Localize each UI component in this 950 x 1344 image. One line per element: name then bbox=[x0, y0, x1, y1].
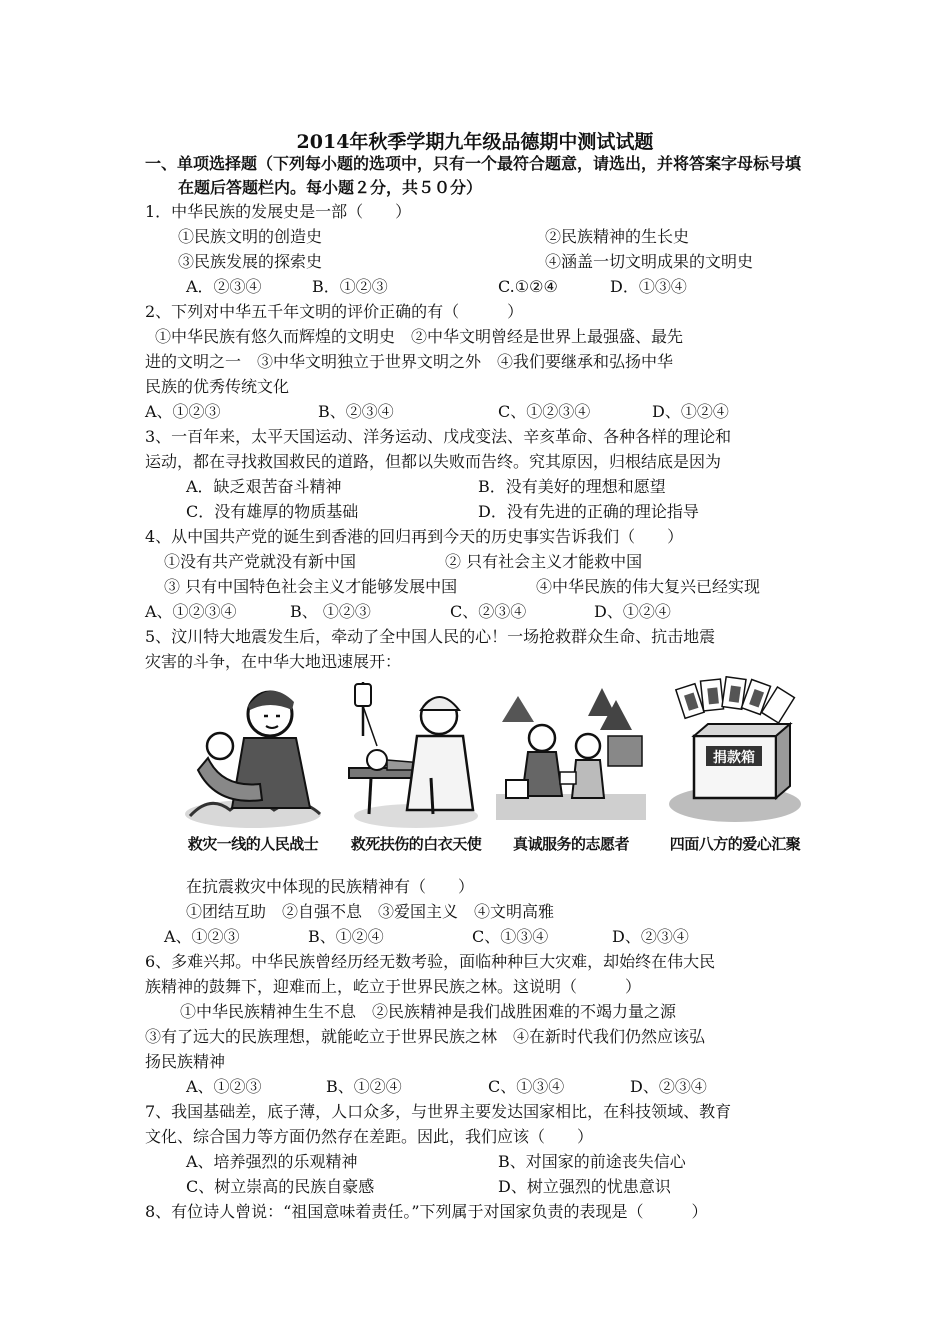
q2-stem: 2、下列对中华五千年文明的评价正确的有（ ） bbox=[145, 302, 524, 321]
q2-option-d: D、①②④ bbox=[652, 402, 729, 421]
q4-item-1: ①没有共产党就没有新中国 bbox=[164, 552, 357, 571]
q2-text-line3: 民族的优秀传统文化 bbox=[145, 377, 290, 396]
donation-illustration bbox=[660, 676, 810, 866]
donation-box-drawing bbox=[660, 676, 810, 836]
q4-option-a: A、①②③④ bbox=[145, 602, 237, 621]
q3-option-b: B．没有美好的理想和愿望 bbox=[478, 477, 666, 496]
q1-item-1: ①民族文明的创造史 bbox=[178, 227, 323, 246]
q4-option-c: C、②③④ bbox=[450, 602, 527, 621]
q7-text-line2: 文化、综合国力等方面仍然存在差距。因此，我们应该（ ） bbox=[145, 1127, 594, 1146]
medic-drawing bbox=[341, 676, 491, 836]
q7-option-d: D、树立强烈的忧患意识 bbox=[498, 1177, 671, 1196]
q1-option-a: A．②③④ bbox=[186, 277, 262, 296]
q6-text-line3: ①中华民族精神生生不息 ②民族精神是我们战胜困难的不竭力量之源 bbox=[164, 1002, 677, 1021]
q2-text-line2: 进的文明之一 ③中华文明独立于世界文明之外 ④我们要继承和弘扬中华 bbox=[145, 352, 674, 371]
q6-option-c: C、①③④ bbox=[488, 1077, 565, 1096]
q3-text-line2: 运动，都在寻找救国救民的道路，但都以失败而告终。究其原因，归根结底是因为 bbox=[145, 452, 722, 471]
q5-option-b: B、①②④ bbox=[308, 927, 384, 946]
q3-option-c: C．没有雄厚的物质基础 bbox=[186, 502, 359, 521]
q7-text-line1: 7、我国基础差，底子薄，人口众多，与世界主要发达国家相比，在科技领域、教育 bbox=[145, 1102, 732, 1121]
q6-text-line5: 扬民族精神 bbox=[145, 1052, 226, 1071]
caption-donation: 四面八方的爱心汇聚 bbox=[669, 835, 801, 853]
volunteer-illustration bbox=[496, 676, 646, 866]
q1-item-3: ③民族发展的探索史 bbox=[178, 252, 323, 271]
donation-box-label: 捐款箱 bbox=[713, 750, 755, 766]
q7-option-c: C、树立崇高的民族自豪感 bbox=[186, 1177, 375, 1196]
q6-text-line4: ③有了远大的民族理想，就能屹立于世界民族之林 ④在新时代我们仍然应该弘 bbox=[145, 1027, 706, 1046]
q3-option-d: D．没有先进的正确的理论指导 bbox=[478, 502, 699, 521]
q1-option-d: D．①③④ bbox=[610, 277, 687, 296]
q5-ask: 在抗震救灾中体现的民族精神有（ ） bbox=[186, 877, 475, 896]
q8-stem: 8、有位诗人曾说：“祖国意味着责任。”下列属于对国家负责的表现是（ ） bbox=[145, 1202, 708, 1221]
soldier-drawing bbox=[178, 676, 328, 836]
q7-option-a: A、培养强烈的乐观精神 bbox=[186, 1152, 358, 1171]
q6-text-line2: 族精神的鼓舞下，迎难而上，屹立于世界民族之林。这说明（ ） bbox=[145, 977, 642, 996]
exam-title: 2014年秋季学期九年级品德期中测试试题 bbox=[296, 131, 654, 153]
q6-option-d: D、②③④ bbox=[630, 1077, 707, 1096]
q1-stem: 1．中华民族的发展史是一部（ ） bbox=[145, 202, 412, 221]
q3-option-a: A．缺乏艰苦奋斗精神 bbox=[186, 477, 342, 496]
q7-option-b: B、对国家的前途丧失信心 bbox=[498, 1152, 686, 1171]
volunteer-drawing bbox=[496, 676, 646, 836]
q5-option-a: A、①②③ bbox=[164, 927, 240, 946]
q6-option-a: A、①②③ bbox=[186, 1077, 262, 1096]
q3-text-line1: 3、一百年来，太平天国运动、洋务运动、戊戌变法、辛亥革命、各种各样的理论和 bbox=[145, 427, 732, 446]
q5-text-line1: 5、汶川特大地震发生后，牵动了全中国人民的心！一场抢救群众生命、抗击地震 bbox=[145, 627, 716, 646]
q5-text-line2: 灾害的斗争，在中华大地迅速展开： bbox=[145, 652, 402, 671]
medic-illustration bbox=[341, 676, 491, 866]
q5-option-d: D、②③④ bbox=[612, 927, 689, 946]
q6-text-line1: 6、多难兴邦。中华民族曾经历经无数考验，面临种种巨大灾难，却始终在伟大民 bbox=[145, 952, 716, 971]
q5-option-c: C、①③④ bbox=[472, 927, 549, 946]
q6-option-b: B、①②④ bbox=[326, 1077, 402, 1096]
q4-item-3: ③ 只有中国特色社会主义才能够发展中国 bbox=[164, 577, 458, 596]
q4-item-2: ② 只有社会主义才能救中国 bbox=[445, 552, 643, 571]
q2-option-c: C、①②③④ bbox=[498, 402, 591, 421]
caption-soldier: 救灾一线的人民战士 bbox=[187, 835, 319, 853]
caption-volunteer: 真诚服务的志愿者 bbox=[512, 835, 629, 853]
q1-option-b: B．①②③ bbox=[312, 277, 388, 296]
caption-medic: 救死扶伤的白衣天使 bbox=[350, 835, 482, 853]
q1-item-2: ②民族精神的生长史 bbox=[545, 227, 690, 246]
q4-option-b: B、 ①②③ bbox=[290, 602, 371, 621]
q1-option-c: C.①②④ bbox=[498, 277, 558, 296]
q5-illustration-strip bbox=[178, 676, 818, 866]
q2-option-b: B、②③④ bbox=[318, 402, 394, 421]
q4-stem: 4、从中国共产党的诞生到香港的回归再到今天的历史事实告诉我们（ ） bbox=[145, 527, 684, 546]
q2-text-line1: ①中华民族有悠久而辉煌的文明史 ②中华文明曾经是世界上最强盛、最先 bbox=[155, 327, 684, 346]
section-heading-line1: 一、单项选择题（下列每小题的选项中，只有一个最符合题意，请选出，并将答案字母标号填 bbox=[145, 154, 802, 173]
section-heading-line2: 在题后答题栏内。每小题２分，共５０分） bbox=[178, 178, 483, 197]
q5-items: ①团结互助 ②自强不息 ③爱国主义 ④文明高雅 bbox=[186, 902, 555, 921]
q2-option-a: A、①②③ bbox=[145, 402, 221, 421]
q4-option-d: D、①②④ bbox=[594, 602, 671, 621]
soldier-illustration bbox=[178, 676, 328, 866]
q4-item-4: ④中华民族的伟大复兴已经实现 bbox=[536, 577, 761, 596]
q1-item-4: ④涵盖一切文明成果的文明史 bbox=[545, 252, 754, 271]
